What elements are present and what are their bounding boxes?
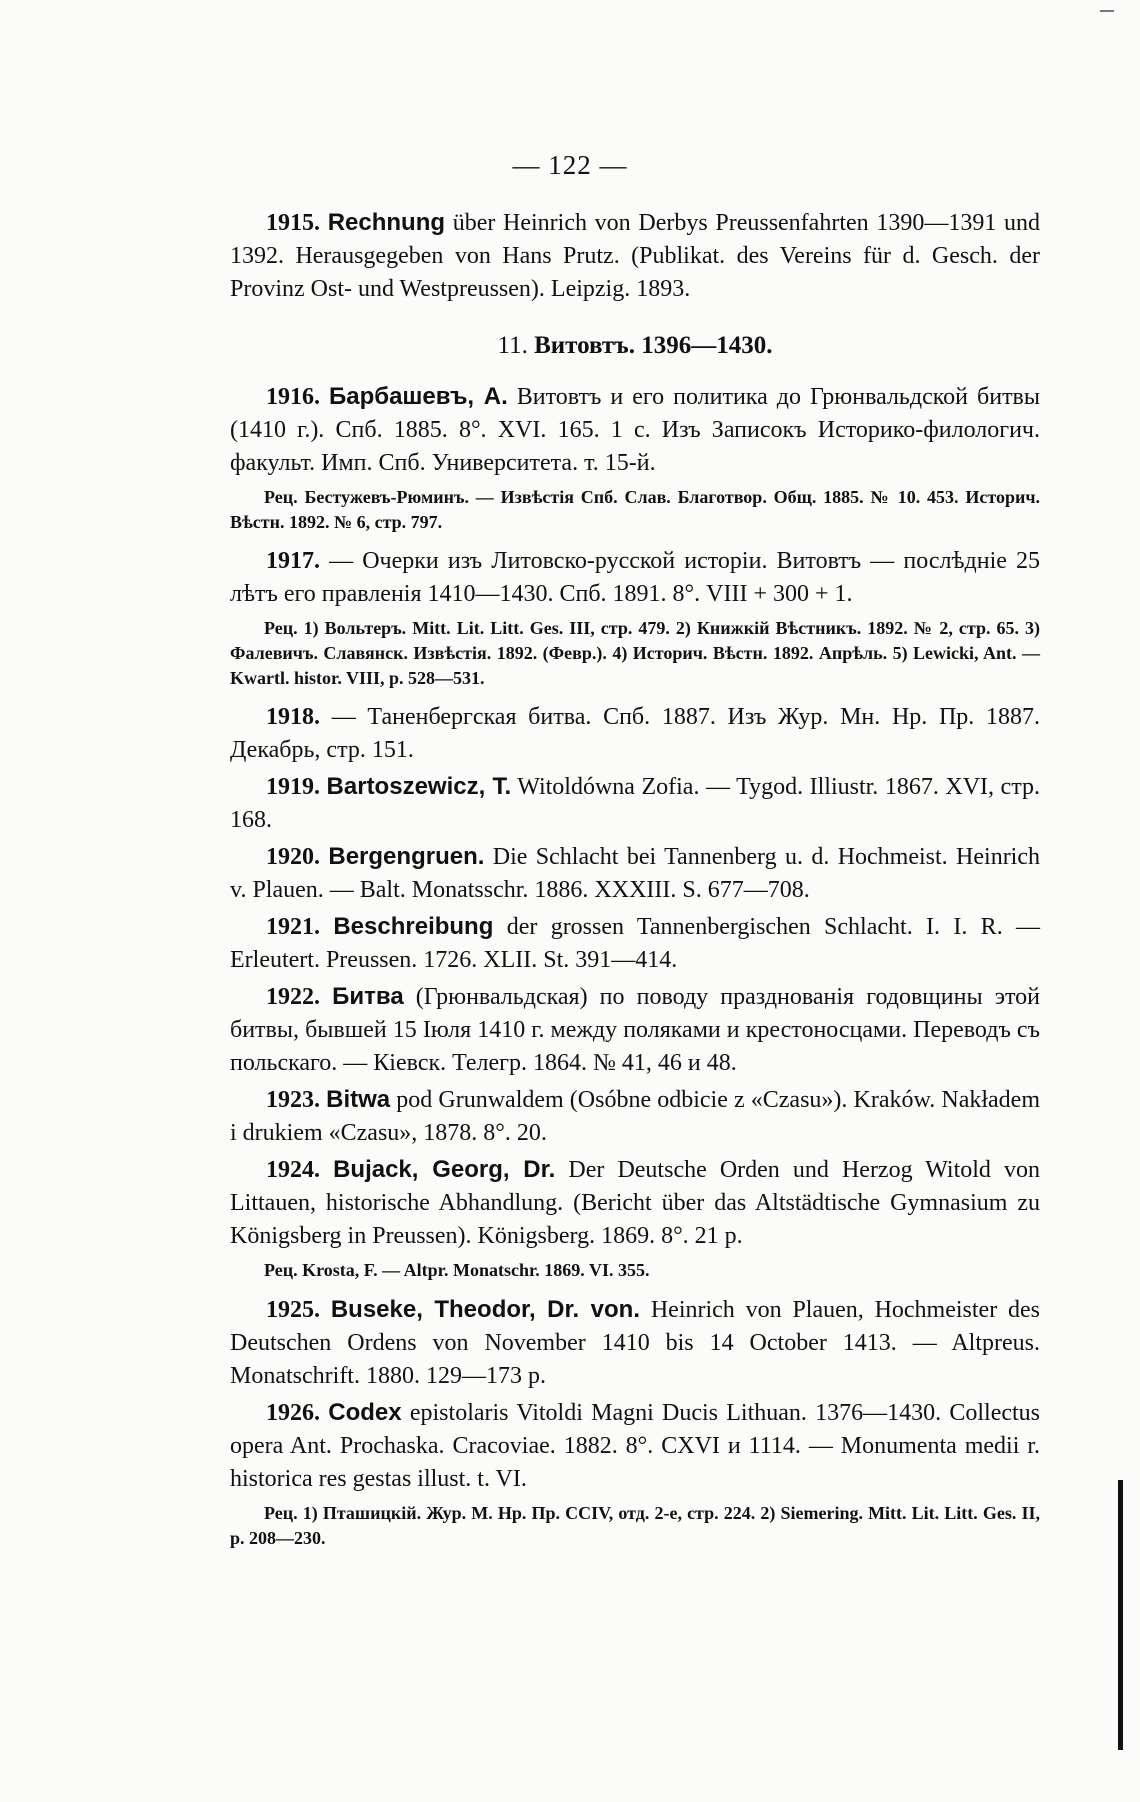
entry-1917 (230, 545, 1040, 611)
entry-number: 1925. (266, 1297, 320, 1323)
entry-text: der grossen Tannenbergischen Schlacht. I. I. R. — Erleutert. Preussen. 1726. XLII. St. 391—414. (230, 914, 1041, 973)
entry-1919 (230, 770, 1040, 837)
entry-number: 1916. (266, 384, 320, 410)
entry-review: Рец. Бестужевъ-Рюминъ. — Извѣстія Спб. Слав. Благотвор. Общ. 1885. № 10. 453. Историч. Вѣстн. 1892. № 6, стр. 797. (230, 487, 1040, 532)
entry-text: Der Deutsche Orden und Herzog Witold von Littauen, historische Abhandlung. (Bericht über das Altstädtische Gymnasium zu Königsberg in Preussen). Königsberg. 1869. 8°. 21 p. (230, 1157, 1040, 1249)
entry-1922 (230, 980, 1040, 1080)
entry-text: über Heinrich von Derbys Preussenfahrten 1390—1391 und 1392. Herausgegeben von Hans Prutz. (Publikat. des Vereins für d. Gesch. der Provinz Ost- und Westpreussen). Leipzig. 1893. (230, 210, 1040, 302)
page-number: — 122 — (512, 150, 628, 180)
entry-author: Rechnung (327, 209, 446, 236)
entry-1925 (230, 1293, 1040, 1393)
section-heading (230, 332, 1040, 360)
entry-author: Codex (328, 1399, 402, 1426)
entry-text: Витовтъ и его политика до Грюнвальдской битвы (1410 г.). Спб. 1885. 8°. XVI. 165. 1 с. Изъ Записокъ Историко-филологич. факульт. Имп. Спб. Университета. т. 15-й. (230, 384, 1041, 476)
entry-number: 1919. (266, 774, 320, 800)
entry-author: Beschreibung (333, 913, 494, 940)
entry-1920 (230, 840, 1040, 907)
entry-1918 (230, 701, 1040, 767)
entry-number: 1922. (266, 984, 320, 1010)
entry-number: 1915. (266, 210, 320, 236)
entry-text: Die Schlacht bei Tannenberg u. d. Hochmeist. Heinrich v. Plauen. — Balt. Monatsschr. 1886. XXXIII. S. 677—708. (230, 844, 1041, 903)
entry-number: 1921. (266, 914, 320, 940)
entry-review: Рец. Krosta, F. — Altpr. Monatschr. 1869. VI. 355. (264, 1260, 650, 1280)
scan-edge-mark (1118, 1480, 1123, 1750)
bibliography-text (230, 206, 1040, 1561)
entry-number: 1926. (266, 1400, 320, 1426)
entry-review: Рец. 1) Вольтеръ. Mitt. Lit. Litt. Ges. III, стр. 479. 2) Книжкій Вѣстникъ. 1892. № 2, стр. 65. 3) Фалевичъ. Славянск. Извѣстія. 1892. (Февр.). 4) Историч. Вѣстн. 1892. Апрѣль. 5) Lewicki, Ant. — Kwartl. histor. VIII, p. 528—531. (230, 618, 1040, 688)
entry-1924 (230, 1153, 1040, 1253)
entry-1921 (230, 910, 1040, 977)
entry-1923 (230, 1083, 1040, 1150)
entry-text: (Грюнвальдская) по поводу празднованія годовщины этой битвы, бывшей 15 Іюля 1410 г. между поляками и крестоносцами. Переводъ съ польскаго. — Кіевск. Телегр. 1864. № 41, 46 и 48. (230, 984, 1041, 1076)
entry-author: Bujack, Georg, Dr. (333, 1156, 556, 1183)
entry-1915 (230, 206, 1040, 306)
entry-author: Bergengruen. (328, 843, 485, 870)
entry-text: — Очерки изъ Литовско-русской исторіи. Витовтъ — послѣдніе 25 лѣтъ его правленія 1410—1430. Спб. 1891. 8°. VIII + 300 + 1. (230, 548, 1040, 607)
entry-number: 1924. (266, 1157, 320, 1183)
entry-number: 1920. (266, 844, 320, 870)
entry-number: 1923. (266, 1087, 320, 1113)
scan-corner-mark (1100, 10, 1114, 12)
entry-text: Heinrich von Plauen, Hochmeister des Deutschen Ordens von November 1410 bis 14 October 1413. — Altpreus. Monatschrift. 1880. 129—173 p. (230, 1297, 1041, 1389)
entry-author: Барбашевъ, А. (329, 383, 508, 410)
entry-author: Buseke, Theodor, Dr. von. (330, 1296, 641, 1323)
entry-number: 1918. (266, 704, 320, 730)
entry-1926 (230, 1396, 1040, 1496)
section-title: Витовтъ. 1396—1430. (534, 332, 773, 359)
entry-text: Witoldówna Zofia. — Tygod. Illiustr. 1867. XVI, стр. 168. (230, 774, 1040, 833)
entry-author: Bartoszewicz, T. (326, 773, 512, 800)
entry-text: — Таненбергская битва. Спб. 1887. Изъ Жур. Мн. Нр. Пр. 1887. Декабрь, стр. 151. (230, 704, 1041, 763)
entry-text: epistolaris Vitoldi Magni Ducis Lithuan. 1376—1430. Collectus opera Ant. Prochaska. Cracoviae. 1882. 8°. CXVI и 1114. — Monumenta medii r. historica res gestas illust. t. VI. (230, 1400, 1041, 1492)
section-number: 11. (497, 332, 528, 359)
entry-number: 1917. (266, 548, 320, 574)
entry-author: Битва (332, 983, 404, 1010)
entry-text: pod Grunwaldem (Osóbne odbicie z «Czasu»). Kraków. Nakładem i drukiem «Czasu», 1878. 8°. 20. (230, 1087, 1041, 1146)
entry-1916 (230, 380, 1040, 480)
entry-author: Bitwa (326, 1086, 391, 1113)
entry-review: Рец. 1) Пташицкій. Жур. М. Нр. Пр. CCIV, отд. 2-е, стр. 224. 2) Siemering. Mitt. Lit. Litt. Ges. II, p. 208—230. (230, 1503, 1040, 1548)
